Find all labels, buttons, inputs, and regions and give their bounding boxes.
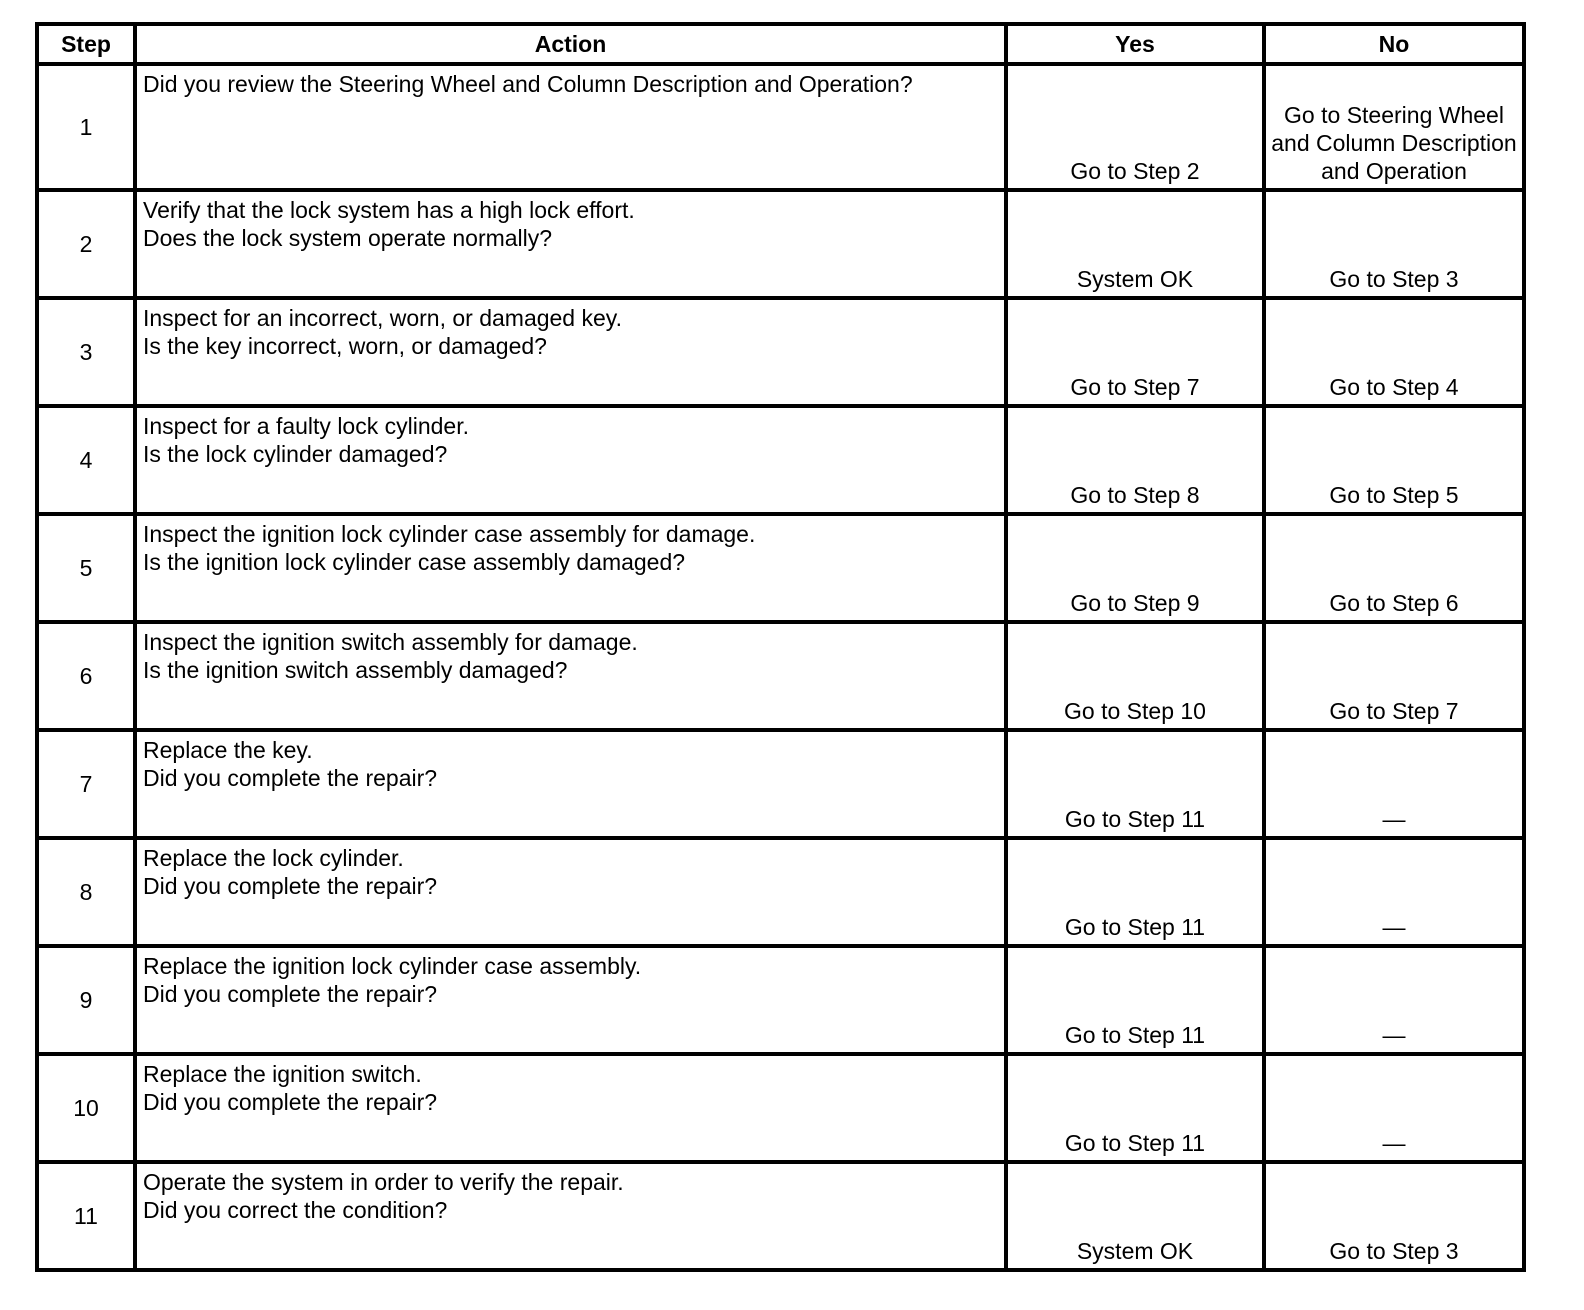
no-result: Go to Step 7 — [1264, 622, 1524, 730]
action-cell — [135, 838, 1006, 946]
yes-result: Go to Step 8 — [1006, 406, 1264, 514]
action-instruction: Replace the ignition lock cylinder case assembly. — [143, 953, 642, 979]
action-instruction: Inspect for an incorrect, worn, or damaged key. — [143, 305, 622, 331]
action-cell — [135, 298, 1006, 406]
action-cell — [135, 64, 1006, 190]
diagnostic-table — [35, 22, 1526, 1272]
table-row — [37, 730, 1524, 838]
yes-result: Go to Step 10 — [1006, 622, 1264, 730]
step-number: 11 — [37, 1162, 135, 1270]
step-number: 4 — [37, 406, 135, 514]
action-question: Did you complete the repair? — [143, 765, 438, 791]
yes-result: Go to Step 11 — [1006, 946, 1264, 1054]
action-question: Does the lock system operate normally? — [143, 225, 553, 251]
table-row — [37, 1162, 1524, 1270]
header-action: Action — [135, 24, 1006, 64]
action-question: Is the lock cylinder damaged? — [143, 441, 448, 467]
no-result: Go to Step 5 — [1264, 406, 1524, 514]
table-row — [37, 406, 1524, 514]
action-cell — [135, 1054, 1006, 1162]
step-number: 5 — [37, 514, 135, 622]
action-instruction: Verify that the lock system has a high lock effort. — [143, 197, 635, 223]
no-result: — — [1264, 946, 1524, 1054]
action-cell — [135, 1162, 1006, 1270]
action-cell — [135, 406, 1006, 514]
step-number: 9 — [37, 946, 135, 1054]
no-result: — — [1264, 838, 1524, 946]
no-result: Go to Steering Wheel and Column Description and Operation — [1264, 64, 1524, 190]
yes-result: Go to Step 11 — [1006, 730, 1264, 838]
action-instruction: Inspect the ignition lock cylinder case assembly for damage. — [143, 521, 756, 547]
table-row — [37, 838, 1524, 946]
table-row — [37, 946, 1524, 1054]
action-question: Is the ignition lock cylinder case assembly damaged? — [143, 549, 686, 575]
action-instruction: Inspect the ignition switch assembly for damage. — [143, 629, 638, 655]
table-row — [37, 622, 1524, 730]
action-instruction: Replace the ignition switch. — [143, 1061, 422, 1087]
header-step: Step — [37, 24, 135, 64]
no-result: — — [1264, 1054, 1524, 1162]
step-number: 3 — [37, 298, 135, 406]
no-result: Go to Step 3 — [1264, 190, 1524, 298]
step-number: 1 — [37, 64, 135, 190]
step-number: 6 — [37, 622, 135, 730]
no-result: — — [1264, 730, 1524, 838]
action-instruction: Operate the system in order to verify the repair. — [143, 1169, 624, 1195]
action-question: Did you correct the condition? — [143, 1197, 448, 1223]
table-row — [37, 514, 1524, 622]
header-no: No — [1264, 24, 1524, 64]
action-instruction: Inspect for a faulty lock cylinder. — [143, 413, 469, 439]
action-cell — [135, 730, 1006, 838]
step-number: 10 — [37, 1054, 135, 1162]
action-question: Did you complete the repair? — [143, 1089, 438, 1115]
action-question: Did you complete the repair? — [143, 873, 438, 899]
yes-result: System OK — [1006, 190, 1264, 298]
action-instruction: Did you review the Steering Wheel and Column Description and Operation? — [143, 71, 913, 97]
step-number: 8 — [37, 838, 135, 946]
yes-result: Go to Step 7 — [1006, 298, 1264, 406]
header-row — [37, 24, 1524, 64]
no-result: Go to Step 6 — [1264, 514, 1524, 622]
table-row — [37, 190, 1524, 298]
action-cell — [135, 514, 1006, 622]
action-cell — [135, 946, 1006, 1054]
table-row — [37, 298, 1524, 406]
action-question: Is the ignition switch assembly damaged? — [143, 657, 568, 683]
yes-result: Go to Step 9 — [1006, 514, 1264, 622]
table-row — [37, 64, 1524, 190]
action-instruction: Replace the lock cylinder. — [143, 845, 404, 871]
action-cell — [135, 622, 1006, 730]
yes-result: Go to Step 11 — [1006, 838, 1264, 946]
yes-result: Go to Step 2 — [1006, 64, 1264, 190]
step-number: 7 — [37, 730, 135, 838]
action-cell — [135, 190, 1006, 298]
header-yes: Yes — [1006, 24, 1264, 64]
step-number: 2 — [37, 190, 135, 298]
action-question: Is the key incorrect, worn, or damaged? — [143, 333, 547, 359]
no-result: Go to Step 3 — [1264, 1162, 1524, 1270]
yes-result: System OK — [1006, 1162, 1264, 1270]
yes-result: Go to Step 11 — [1006, 1054, 1264, 1162]
action-question: Did you complete the repair? — [143, 981, 438, 1007]
no-result: Go to Step 4 — [1264, 298, 1524, 406]
table-row — [37, 1054, 1524, 1162]
action-instruction: Replace the key. — [143, 737, 313, 763]
